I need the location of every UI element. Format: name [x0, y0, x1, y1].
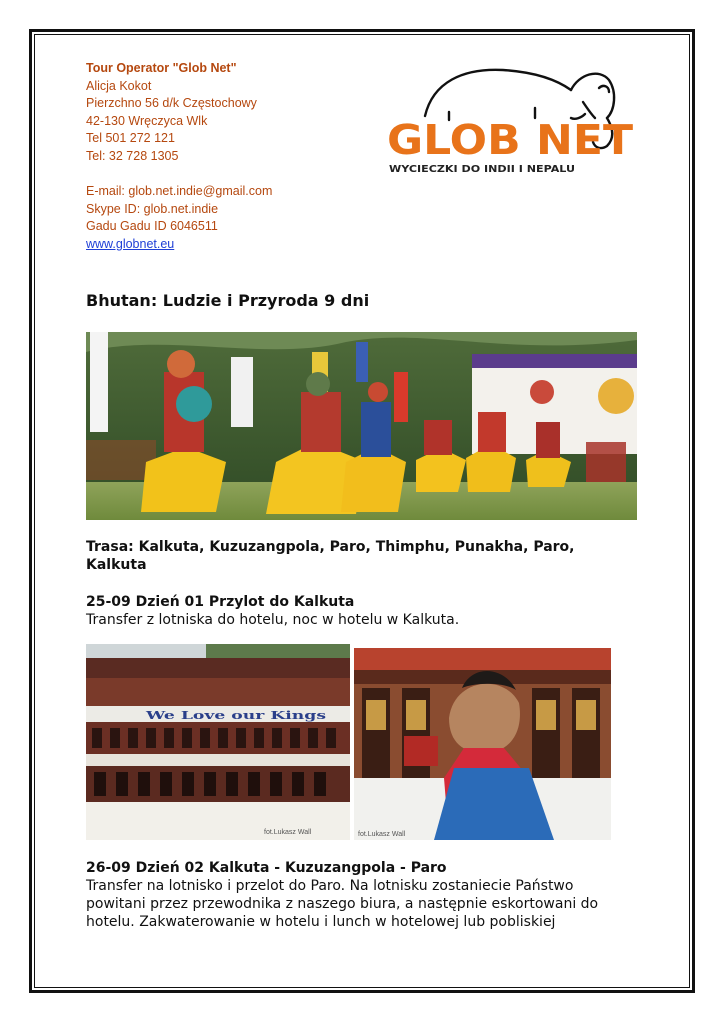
photo-bhutan-dancers [86, 332, 637, 520]
glob-net-logo [385, 62, 645, 182]
tour-route: Trasa: Kalkuta, Kuzuzangpola, Paro, Thimphu, Punakha, Paro, Kalkuta [86, 539, 575, 573]
page-title: Bhutan: Ludzie i Przyroda 9 dni [86, 291, 370, 310]
day-02-text: Transfer na lotnisko i przelot do Paro. Na lotnisku zostaniecie Państwo powitani przez przewodnika z naszego biura, a następnie eskortowani do hotelu. Zakwaterowanie w hotelu i lunch w hotelowej lub pobliskiej [86, 878, 599, 930]
address-line-2: 42-130 Wręczyca Wlk [86, 113, 208, 128]
skype-id: Skype ID: glob.net.indie [86, 201, 219, 216]
photo-credit-2: fot.Lukasz Wall [358, 831, 406, 838]
phone-2: Tel: 32 728 1305 [86, 148, 179, 163]
day-02-heading: 26-09 Dzień 02 Kalkuta - Kuzuzangpola - Paro [86, 860, 447, 876]
contact-block [86, 60, 272, 254]
phone-1: Tel 501 272 121 [86, 131, 175, 146]
website-link[interactable]: www.globnet.eu [86, 236, 175, 251]
day-01-text: Transfer z lotniska do hotelu, noc w hotelu w Kalkuta. [86, 612, 460, 628]
photo-woman-prayer-wheels [354, 648, 611, 840]
banner-text: We Love our Kings [144, 709, 326, 722]
logo-wordmark: GLOB NET [387, 116, 634, 164]
contact-person: Alicja Kokot [86, 78, 152, 93]
address-line-1: Pierzchno 56 d/k Częstochowy [86, 96, 257, 111]
company-name: Tour Operator "Glob Net" [86, 61, 237, 75]
email: E-mail: glob.net.indie@gmail.com [86, 184, 273, 199]
day-01-heading: 25-09 Dzień 01 Przylot do Kalkuta [86, 594, 355, 610]
spacer [86, 166, 272, 184]
gadu-gadu-id: Gadu Gadu ID 6046511 [86, 219, 218, 234]
photo-dzong-building [86, 644, 350, 840]
logo-tagline: WYCIECZKI DO INDII I NEPALU [389, 164, 575, 175]
photo-credit-1: fot.Lukasz Wall [264, 829, 312, 836]
